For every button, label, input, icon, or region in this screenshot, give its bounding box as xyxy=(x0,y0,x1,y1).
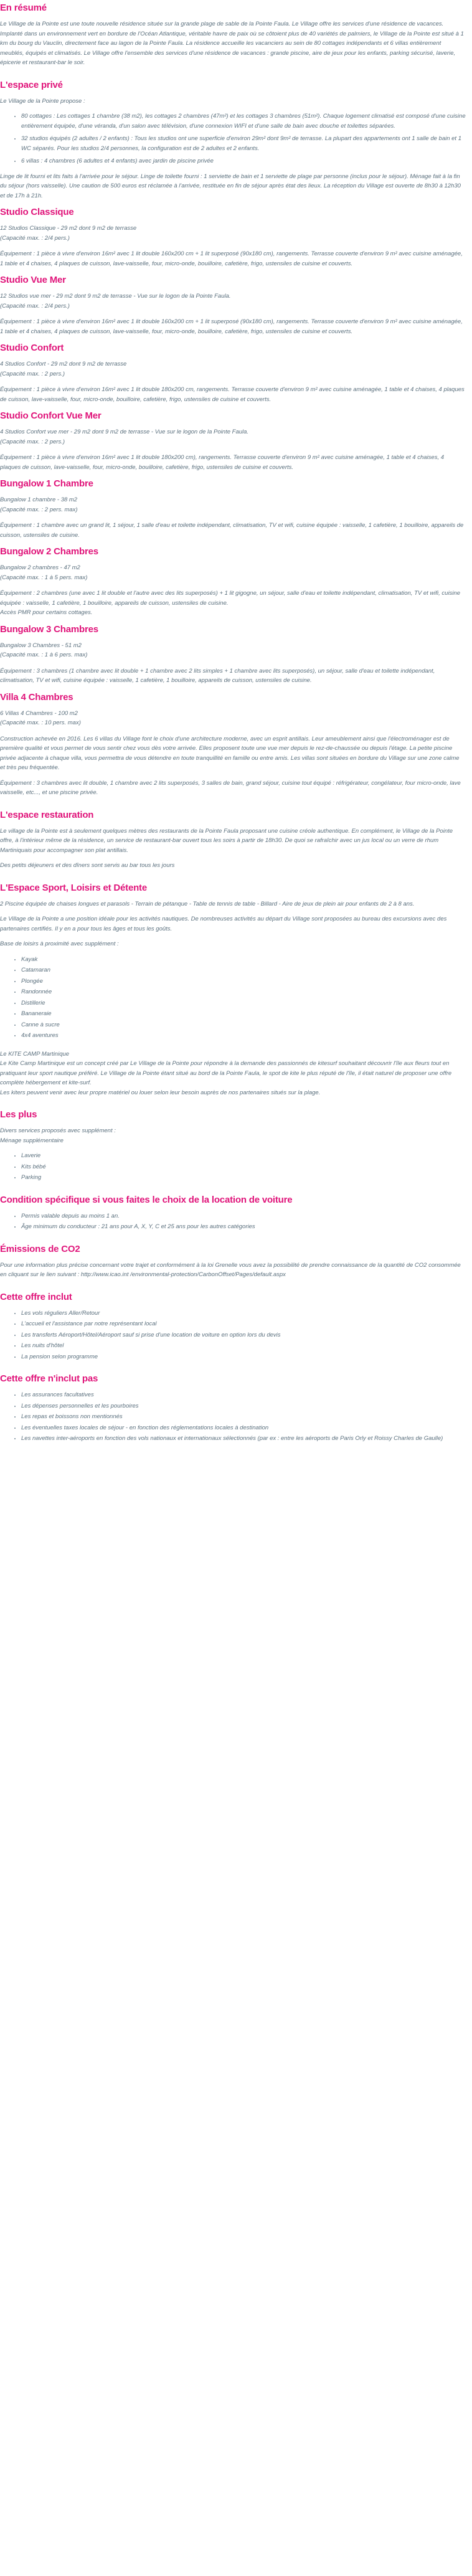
unit-title: Studio Confort xyxy=(0,343,64,353)
list-item: • Les transferts Aéroport/Hôtel/Aéroport sauf si prise d'une location de voiture en option lors du devis xyxy=(21,1330,466,1340)
sport-text-2: Le Village de la Pointe a une position idéale pour les activités nautiques. De nombreuses activités au départ du Village sont proposées au bureau des excursions avec des partenaires certifiés. Il y en a pour tous les âges et tous les goûts. xyxy=(0,916,447,932)
unit-subtitle-block xyxy=(0,495,466,514)
unit-subtitle: Bungalow 1 chambre - 38 m2 xyxy=(0,496,78,503)
unit-title: Villa 4 Chambres xyxy=(0,691,73,703)
section-title-condition: Condition spécifique si vous faites le choix de la location de voiture xyxy=(0,1194,293,1205)
section-title-restauration: L'espace restauration xyxy=(0,809,94,820)
unit-title: Studio Vue Mer xyxy=(0,275,66,285)
unit-subtitle-block xyxy=(0,641,466,660)
unit-capacity: (Capacité max. : 1 à 5 pers. max) xyxy=(0,574,88,581)
list-item: • 80 cottages : Les cottages 1 chambre (38 m2), les cottages 2 chambres (47m²) et les cottages 3 chambres (51m²). Chaque logement climatisé est composé d'une cuisine entièrement équipée, d'une véranda, d'un salon avec télévision, d'une connexion WIFI et d'une salle de bain avec douche et toilettes séparées. xyxy=(21,111,466,131)
list-item: • 6 villas : 4 chambres (6 adultes et 4 enfants) avec jardin de piscine privée xyxy=(21,156,466,166)
list-item: • Randonnée xyxy=(21,987,466,997)
list-item: • Les dépenses personnelles et les pourboires xyxy=(21,1401,466,1411)
list-item: • Permis valable depuis au moins 1 an. xyxy=(21,1211,466,1221)
unit-studio-classique xyxy=(0,206,466,268)
unit-subtitle-block xyxy=(0,291,466,311)
list-item: • Canne à sucre xyxy=(21,1020,466,1030)
villa-description: Construction achevée en 2016. Les 6 villas du Village font le choix d'une architecture moderne, avec un esprit antillais. Leur ameublement ainsi que l'électroménager est de première qualité et vous permet de vous sentir chez vous dès votre arrivée. Elles proposent toute une vue mer depuis le rez-de-chaussée ou depuis l'étage. La petite piscine privée adjacente à chaque villa, vous permettra de vous détendre en toute tranquillité en famille ou entre amis. Les villas sont situées en bordure du Village sur une zone calme et très peu fréquentée. xyxy=(0,735,460,771)
unit-bungalow-2-chambres xyxy=(0,546,466,618)
list-item: • La pension selon programme xyxy=(21,1352,466,1362)
unit-capacity: (Capacité max. : 1 à 6 pers. max) xyxy=(0,651,88,658)
unit-equipment-block xyxy=(0,589,466,618)
unit-equipment: Équipement : 3 chambres (1 chambre avec lit double + 1 chambre avec 2 lits simples + 1 chambre avec lits superposés), un séjour, salle d'eau et toilette indépendant, climatisation, TV et wifi, cuisine équipée : vaisselle, 1 cafetière, 1 bouilloire, appareils de cuisson, ustensiles de cuisine. xyxy=(0,667,435,684)
list-item: • Les repas et boissons non mentionnés xyxy=(21,1412,466,1422)
unit-equipment: Équipement : 2 chambres (une avec 1 lit double et l'autre avec des lits superposés) + 1 lit gigogne, un séjour, salle d'eau et toilette indépendant, climatisation, TV et wifi, cuisine équipée : vaisselle, 1 cafetière, 1 bouilloire, appareils de cuisson, ustensiles de cuisine. xyxy=(0,590,460,607)
list-item: • Les navettes inter-aéroports en fonction des vols nationaux et internationaux sélectionnés (par ex : entre les aéroports de Paris Orly et Roissy Charles de Gaulle) xyxy=(21,1434,466,1444)
unit-subtitle: 12 Studios Classique - 29 m2 dont 9 m2 de terrasse xyxy=(0,225,137,232)
unit-title: Bungalow 3 Chambres xyxy=(0,623,98,635)
unit-extra: Accès PMR pour certains cottages. xyxy=(0,609,93,616)
section-title-resume: En résumé xyxy=(0,2,47,13)
unit-capacity: (Capacité max. : 2 pers.) xyxy=(0,438,65,445)
section-title-plus: Les plus xyxy=(0,1109,37,1120)
list-item: • Kayak xyxy=(21,955,466,965)
plus-intro: Divers services proposés avec supplément : xyxy=(0,1127,116,1134)
unit-capacity: (Capacité max. : 2/4 pers.) xyxy=(0,302,70,310)
list-item: • Catamaran xyxy=(21,965,466,975)
unit-equipment: Équipement : 1 pièce à vivre d'environ 16m² avec 1 lit double 180x200 cm, rangements. Terrasse couverte d'environ 9 m² avec cuisine aménagée, 1 table et 4 chaises, 4 plaques de cuisson, lave-vaisselle, four, micro-onde, bouilloire, cafetière, frigo, ustensiles de cuisine et couverts. xyxy=(0,386,465,403)
unit-subtitle: Bungalow 2 chambres - 47 m2 xyxy=(0,564,80,571)
list-item: • Les assurances facultatives xyxy=(21,1390,466,1400)
section-title-espace-prive: L'espace privé xyxy=(0,79,63,90)
condition-list xyxy=(0,1211,466,1232)
unit-title: Bungalow 1 Chambre xyxy=(0,478,93,489)
list-item: • Âge minimum du conducteur : 21 ans pour A, X, Y, C et 25 ans pour les autres catégories xyxy=(21,1222,466,1232)
plus-intro-2: Ménage supplémentaire xyxy=(0,1137,64,1144)
section-title-ninclut: Cette offre n'inclut pas xyxy=(0,1373,98,1384)
list-item: • Parking xyxy=(21,1173,466,1183)
section-title-co2: Émissions de CO2 xyxy=(0,1243,80,1254)
espace-prive-outro: Linge de lit fourni et lits faits à l'arrivée pour le séjour. Linge de toilette fourni : 1 serviette de bain et 1 serviette de plage par personne (inclus pour le séjour). Ménage fait à la fin du séjour (hors vaisselle). Une caution de 500 euros est réclamée à l'arrivée, restituée en fin de séjour après état des lieux. La réception du Village est ouverte de 8h30 à 12h30 et de 17h à 21h. xyxy=(0,173,461,199)
unit-subtitle-block xyxy=(0,709,466,728)
kite-text-2: Les kiters peuvent venir avec leur propre matériel ou louer selon leur besoin auprès de nos partenaires situés sur la plage. xyxy=(0,1089,321,1096)
unit-bungalow-3-chambres xyxy=(0,623,466,686)
restauration-text-2: Des petits déjeuners et des dîners sont servis au bar tous les jours xyxy=(0,862,175,869)
unit-subtitle: 6 Villas 4 Chambres - 100 m2 xyxy=(0,709,78,717)
sport-text-1: 2 Piscine équipée de chaises longues et parasols - Terrain de pétanque - Table de tennis de table - Billard - Aire de jeux de plein air pour enfants de 2 à 8 ans. xyxy=(0,900,415,907)
unit-studio-vue-mer xyxy=(0,274,466,336)
unit-title: Studio Classique xyxy=(0,207,74,217)
unit-subtitle-block xyxy=(0,359,466,379)
unit-equipment: Équipement : 1 pièce à vivre d'environ 16m² avec 1 lit double 180x200 cm), rangements. Terrasse couverte d'environ 9 m² avec cuisine aménagée, 1 table et 4 chaises, 4 plaques de cuisson, lave-vaisselle, four, micro-onde, bouilloire, cafetière, frigo, ustensiles de cuisine et couverts. xyxy=(0,454,445,471)
unit-equipment: Équipement : 1 pièce à vivre d'environ 16m² avec 1 lit double 160x200 cm + 1 lit superposé (90x180 cm), rangements. Terrasse couverte d'environ 9 m² avec cuisine aménagée, 1 table et 4 chaises, 4 plaques de cuisson, lave-vaisselle, four, micro-onde, bouilloire, cafetière, frigo, ustensiles de cuisine et couverts. xyxy=(0,250,463,267)
page xyxy=(0,2,468,1474)
unit-equipment: Équipement : 1 pièce à vivre d'environ 16m² avec 1 lit double 160x200 cm + 1 lit superposé (90x180 cm), rangements. Terrasse couverte d'environ 9 m² avec cuisine aménagée, 1 table et 4 chaises, 4 plaques de cuisson, lave-vaisselle, four, micro-onde, bouilloire, cafetière, frigo, ustensiles de cuisine et couverts. xyxy=(0,318,463,335)
unit-title: Studio Confort Vue Mer xyxy=(0,410,101,421)
list-item: • L'accueil et l'assistance par notre représentant local xyxy=(21,1319,466,1329)
list-item: • Distillerie xyxy=(21,998,466,1008)
unit-subtitle: 12 Studios vue mer - 29 m2 dont 9 m2 de terrasse - Vue sur le logon de la Pointe Faula. xyxy=(0,293,231,300)
unit-subtitle: 4 Studios Confort - 29 m2 dont 9 m2 de terrasse xyxy=(0,361,127,367)
list-item: • Les nuits d'hôtel xyxy=(21,1341,466,1351)
list-item: • Laverie xyxy=(21,1151,466,1161)
unit-subtitle-block xyxy=(0,224,466,243)
espace-prive-list xyxy=(0,111,466,166)
list-item: • Plongée xyxy=(21,977,466,987)
unit-subtitle: 4 Studios Confort vue mer - 29 m2 dont 9 m2 de terrasse - Vue sur le logon de la Pointe Faula. xyxy=(0,429,249,435)
unit-capacity: (Capacité max. : 2 pers.) xyxy=(0,370,65,377)
unit-subtitle-block xyxy=(0,563,466,582)
unit-capacity: (Capacité max. : 2/4 pers.) xyxy=(0,234,70,242)
resume-text: Le Village de la Pointe est une toute nouvelle résidence située sur la grande plage de sable de la Pointe Faula. Le Village offre les services d'une résidence de vacances. Implanté dans un environnement vert en bordure de l'Océan Atlantique, véritable havre de paix où se côtoient plus de 40 variétés de palmiers, le Village de la Pointe est situé à 1 km du bourg du Vauclin, directement face au lagon de la Pointe Faula. La résidence accueille les vacanciers au sein de 80 cottages indépendants et 6 villas entièrement meublés, équipés et climatisés. Le Village offre l'ensemble des services d'une résidence de vacances : grande piscine, aire de jeux pour les enfants, parking sécurisé, laverie, épicerie et restaurant-bar le soir. xyxy=(0,21,464,66)
unit-equipment: Équipement : 3 chambres avec lit double, 1 chambre avec 2 lits superposés, 3 salles de bain, grand séjour, cuisine tout équipé : réfrigérateur, congélateur, four micro-onde, lave vaisselle, etc..., et une piscine privée. xyxy=(0,779,461,796)
unit-subtitle-block xyxy=(0,427,466,447)
plus-list xyxy=(0,1151,466,1183)
co2-text: Pour une information plus précise concernant votre trajet et conformément à la loi Grenelle vous avez la possibilité de prendre connaissance de la quantité de CO2 consommée en cliquant sur le lien suivant : http://www.icao.int /environmental-protection/CarbonOffset/Pages/default.aspx xyxy=(0,1261,461,1278)
unit-equipment: Équipement : 1 chambre avec un grand lit, 1 séjour, 1 salle d'eau et toilette indépendant, climatisation, TV et wifi, cuisine équipée : vaisselle, 1 cafetière, 1 bouilloire, appareils de cuisson, ustensiles de cuisine. xyxy=(0,522,464,539)
list-item: • Kits bébé xyxy=(21,1162,466,1172)
unit-studio-confort xyxy=(0,342,466,404)
plus-intro-block xyxy=(0,1126,466,1145)
unit-subtitle: Bungalow 3 Chambres - 51 m2 xyxy=(0,642,82,649)
section-title-inclut: Cette offre inclut xyxy=(0,1291,72,1302)
section-title-sport: L'Espace Sport, Loisirs et Détente xyxy=(0,882,147,893)
list-item: • Bananeraie xyxy=(21,1009,466,1019)
unit-studio-confort-vue-mer xyxy=(0,410,466,472)
inclut-list xyxy=(0,1309,466,1362)
list-item: • Les vols réguliers Aller/Retour xyxy=(21,1309,466,1319)
unit-villa-4-chambres xyxy=(0,691,466,798)
sport-base-label: Base de loisirs à proximité avec supplément : xyxy=(0,940,119,947)
unit-capacity: (Capacité max. : 2 pers. max) xyxy=(0,506,78,513)
list-item: • 4x4 aventures xyxy=(21,1031,466,1041)
list-item: • 32 studios équipés (2 adultes / 2 enfants) : Tous les studios ont une superficie d'environ 29m² dont 9m² de terrasse. La plupart des appartements ont 1 salle de bain et 1 WC séparés. Pour les studios 2/4 personnes, la configuration est de 2 adultes et 2 enfants. xyxy=(21,134,466,153)
unit-capacity: (Capacité max. : 10 pers. max) xyxy=(0,719,81,726)
ninclut-list xyxy=(0,1390,466,1444)
espace-prive-intro: Le Village de la Pointe propose : xyxy=(0,97,85,105)
kite-title: Le KITE CAMP Martinique xyxy=(0,1050,70,1058)
restauration-text: Le village de la Pointe est à seulement quelques mètres des restaurants de la Pointe Faula proposant une cuisine créole authentique. En complément, le Village de la Pointe offre, à l'intérieur même de la résidence, un service de restaurant-bar ouvert tous les soirs à partir de 18h30. De quoi se rafraîchir avec un jus local ou un verre de rhum Martiniquais pour accompagner son plat antillais. xyxy=(0,827,453,854)
kite-block xyxy=(0,1049,466,1098)
kite-text: Le Kite Camp Martinique est un concept créé par Le Village de la Pointe pour répondre à la demande des passionnés de kitesurf souhaitant découvrir l'île aux fleurs tout en pratiquant leur sport nautique préféré. Le Village de la Pointe étant situé au bord de la Pointe Faula, le spot de kite le plus réputé de l'île, il était naturel de proposer une offre complète hébergement et kite-surf. xyxy=(0,1060,452,1086)
list-item: • Les éventuelles taxes locales de séjour - en fonction des réglementations locales à destination xyxy=(21,1423,466,1433)
activities-list xyxy=(0,955,466,1041)
unit-bungalow-1-chambre xyxy=(0,478,466,540)
unit-title: Bungalow 2 Chambres xyxy=(0,546,98,557)
